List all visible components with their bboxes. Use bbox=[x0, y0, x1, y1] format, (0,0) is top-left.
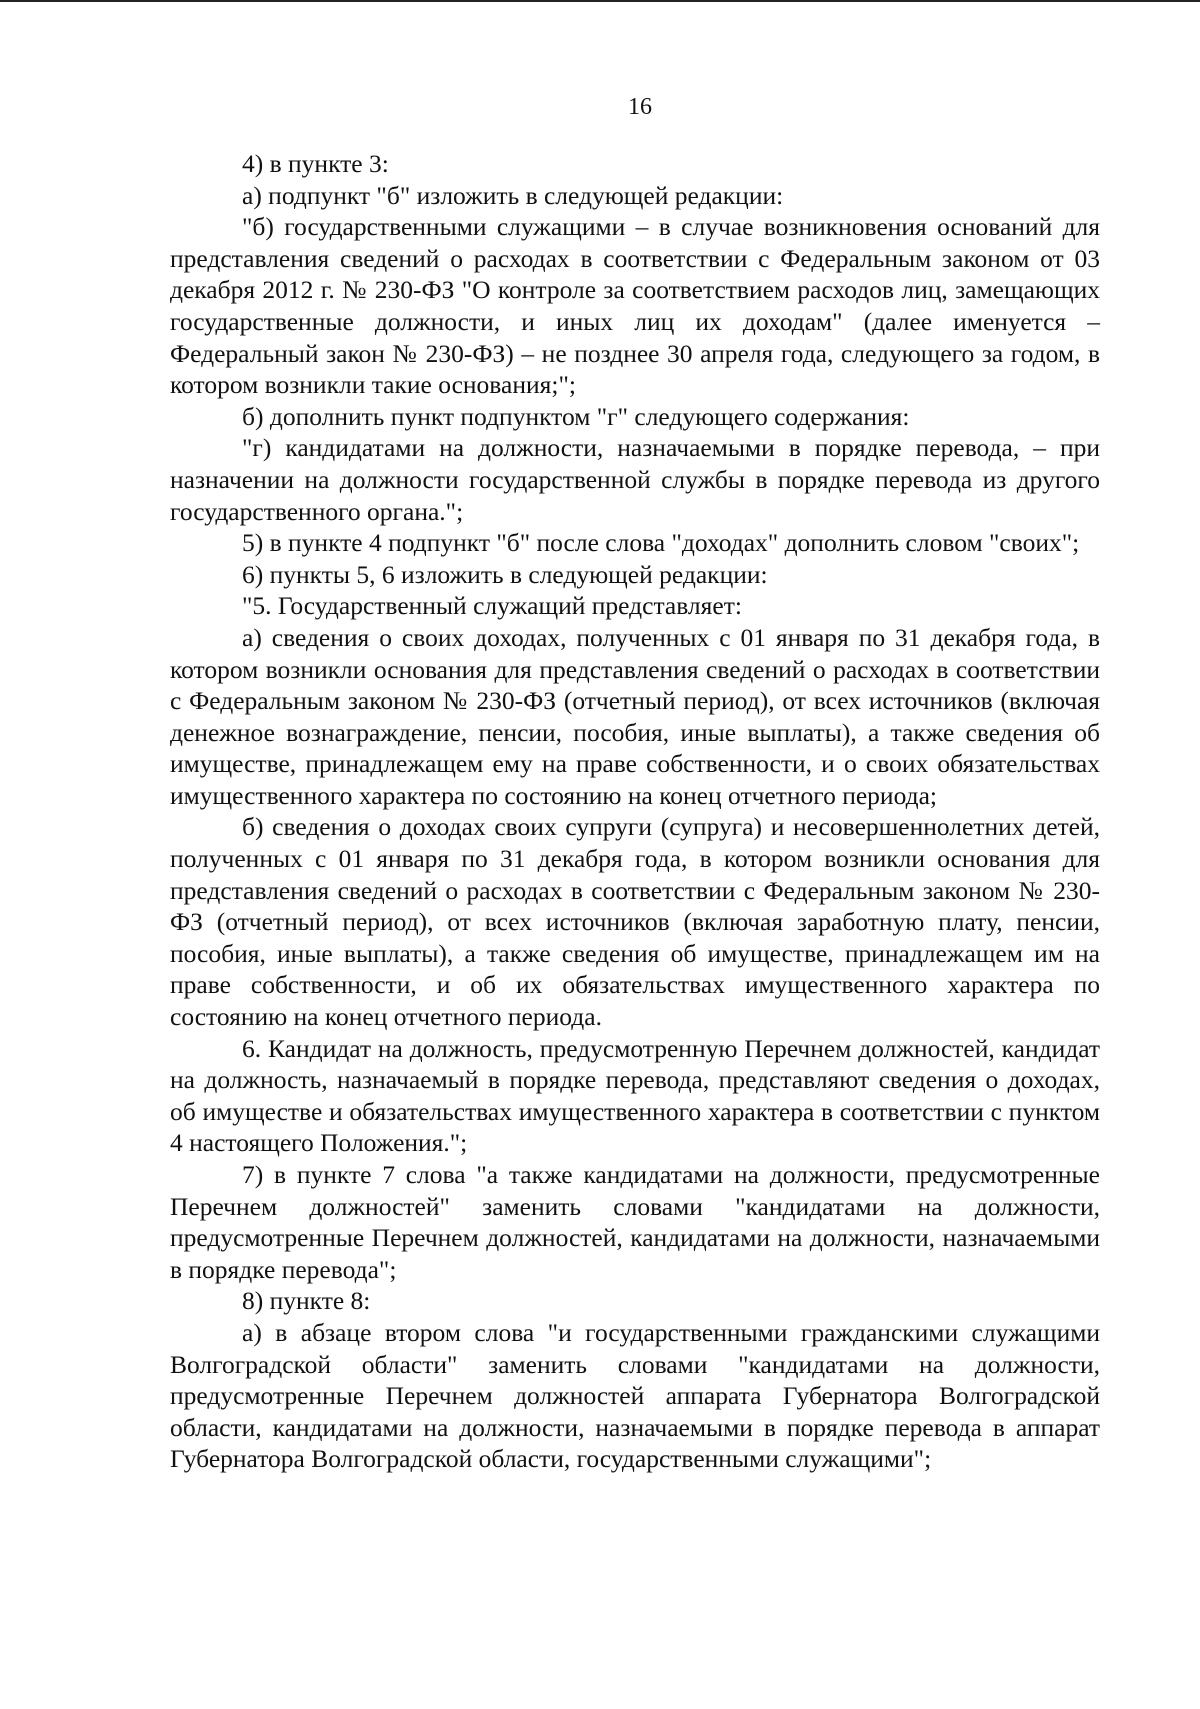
scan-top-edge bbox=[0, 0, 1200, 2]
paragraph: 8) пункте 8: bbox=[242, 1286, 371, 1316]
paragraph: а) в абзаце втором слова "и государственными гражданскими служащими Волгоградской области" заменить словами "кандидатами на должности, предусмотренные Перечнем должностей аппарата Губернатора Волгоградской области, кандидатами на должности, назначаемыми в порядке перевода в аппарат Губернатора Волгоградской области, государственными служащими"; bbox=[170, 1317, 1100, 1474]
paragraph: а) сведения о своих доходах, полученных с 01 января по 31 декабря года, в котором возникли основания для представления сведений о расходах в соответствии с Федеральным законом № 230-ФЗ (отчетный период), от всех источников (включая денежное вознаграждение, пенсии, пособия, иные выплаты), а также сведения об имуществе, принадлежащем ему на праве собственности, и о своих обязательствах имущественного характера по состоянию на конец отчетного периода; bbox=[170, 622, 1100, 810]
paragraph: 7) в пункте 7 слова "а также кандидатами на должности, предусмотренные Перечнем должностей" заменить словами "кандидатами на должности, предусмотренные Перечнем должностей, кандидатами на должности, назначаемыми в порядке перевода"; bbox=[170, 1160, 1100, 1284]
paragraph: 4) в пункте 3: bbox=[242, 149, 389, 178]
paragraph: 6) пункты 5, 6 изложить в следующей редакции: bbox=[242, 559, 768, 589]
page-number: 16 bbox=[628, 94, 652, 120]
paragraph: 5) в пункте 4 подпункт "б" после слова "доходах" дополнить словом "своих"; bbox=[242, 528, 1080, 558]
paragraph: б) сведения о доходах своих супруги (супруга) и несовершеннолетних детей, полученных с 01 января по 31 декабря года, в котором возникли основания для представления сведений о расходах в соответствии с Федеральным законом № 230-ФЗ (отчетный период), от всех источников (включая заработную плату, пенсии, пособия, иные выплаты), а также сведения об имуществе, принадлежащем им на праве собственности, и об их обязательствах имущественного характера по состоянию на конец отчетного периода. bbox=[170, 812, 1100, 1032]
paragraph: а) подпункт "б" изложить в следующей редакции: bbox=[242, 180, 784, 210]
paragraph: "г) кандидатами на должности, назначаемыми в порядке перевода, – при назначении на должности государственной службы в порядке перевода из другого государственного органа."; bbox=[170, 433, 1100, 526]
paragraph: б) дополнить пункт подпунктом "г" следующего содержания: bbox=[242, 401, 910, 431]
document-body bbox=[170, 148, 1100, 1475]
paragraph: "5. Государственный служащий представляет: bbox=[242, 591, 742, 621]
paragraph: 6. Кандидат на должность, предусмотренную Перечнем должностей, кандидат на должность, назначаемый в порядке перевода, представляют сведения о доходах, об имуществе и обязательствах имущественного характера в соответствии с пунктом 4 настоящего Положения."; bbox=[170, 1033, 1100, 1158]
paragraph: "б) государственными служащими – в случае возникновения оснований для представления сведений о расходах в соответствии с Федеральным законом от 03 декабря 2012 г. № 230-ФЗ "О контроле за соответствием расходов лиц, замещающих государственные должности, и иных лиц их доходам" (далее именуется – Федеральный закон № 230-ФЗ) – не позднее 30 апреля года, следующего за годом, в котором возникли такие основания;"; bbox=[170, 212, 1100, 400]
